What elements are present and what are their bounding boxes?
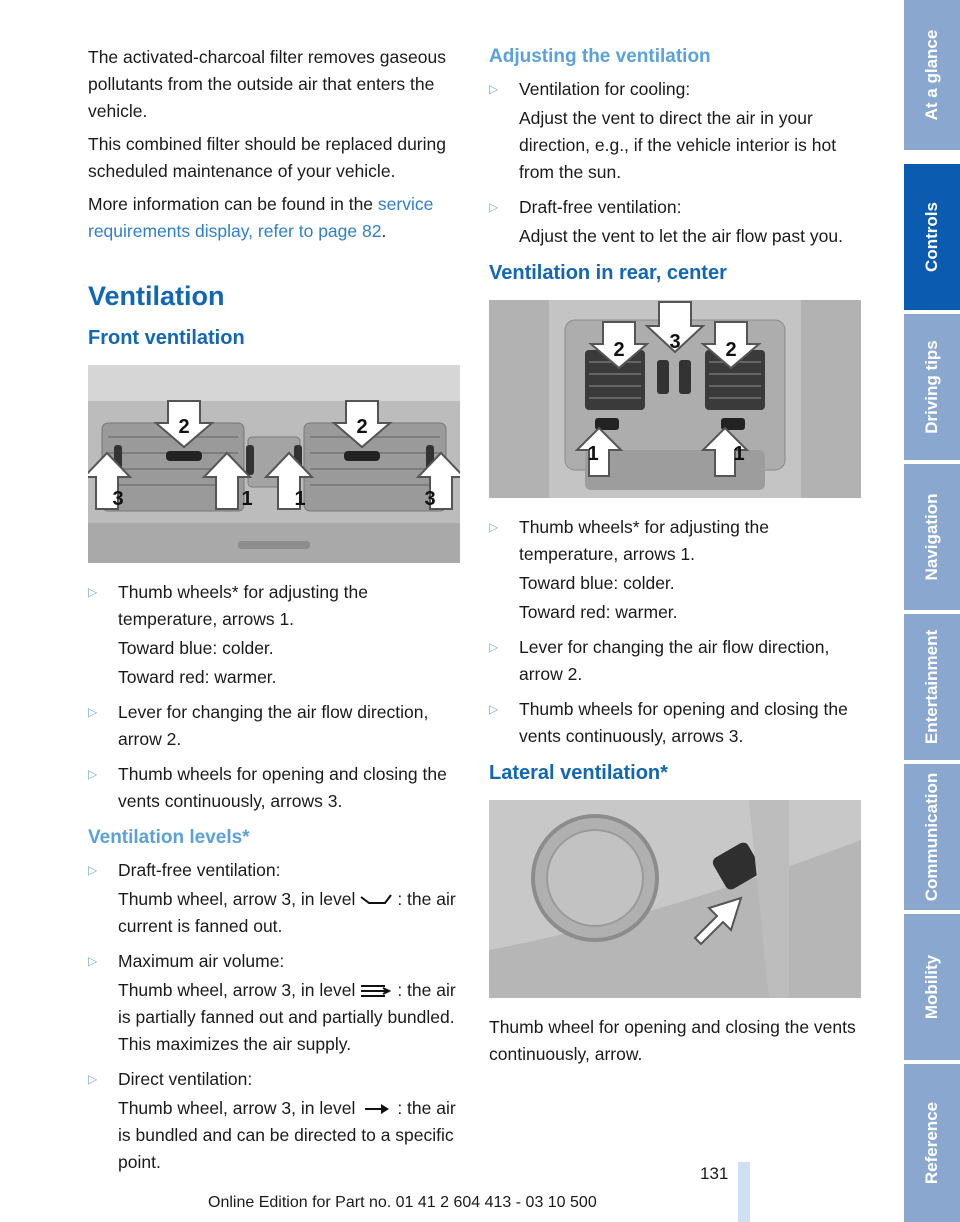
chapter-sidebar	[904, 0, 960, 1222]
bundled-icon	[359, 1102, 393, 1116]
list-item: ▷ Ventilation for cooling: Adjust the vent to direct the air in your direction, e.g., if the vehicle interior is hot from the sun.	[489, 76, 863, 186]
front-label-2b: 2	[356, 416, 368, 438]
tab-controls[interactable]: Controls	[904, 164, 960, 310]
front-label-1b: 1	[294, 488, 306, 510]
front-ventilation-figure	[88, 365, 460, 563]
triangle-bullet-icon: ▷	[489, 200, 499, 214]
tab-entertainment[interactable]: Entertainment	[904, 614, 960, 760]
more-info-paragraph: More information can be found in the service requirements display, refer to page 82.	[88, 194, 434, 241]
tab-reference[interactable]: Reference	[904, 1064, 960, 1222]
adjusting-ventilation-list	[489, 76, 863, 250]
list-item: ▷ Thumb wheels* for adjusting the temperature, arrows 1. Toward blue: colder. Toward red: warmer.	[88, 579, 462, 691]
page-number-bar	[738, 1162, 750, 1222]
list-item: ▷ Lever for changing the air flow direction, arrow 2.	[489, 634, 863, 688]
section-title: Ventilation	[88, 281, 225, 311]
left-column	[88, 44, 462, 1186]
triangle-bullet-icon: ▷	[88, 767, 98, 781]
rear-ventilation-list	[489, 514, 863, 750]
rear-label-1b: 1	[733, 443, 745, 465]
ventilation-levels-list	[88, 857, 462, 1176]
list-item: ▷ Thumb wheels for opening and closing the vents continuously, arrows 3.	[88, 761, 462, 815]
triangle-bullet-icon: ▷	[88, 863, 98, 877]
partially-bundled-icon	[359, 984, 393, 998]
tab-communication[interactable]: Communication	[904, 764, 960, 910]
list-item: ▷ Direct ventilation: Thumb wheel, arrow 3, in level : the air is bundled and can be directed to a specific point.	[88, 1066, 462, 1176]
rear-label-2a: 2	[613, 339, 625, 361]
triangle-bullet-icon: ▷	[489, 640, 499, 654]
triangle-bullet-icon: ▷	[489, 702, 499, 716]
rear-label-1a: 1	[587, 443, 599, 465]
adjusting-ventilation-title: Adjusting the ventilation	[489, 46, 711, 67]
tab-driving-tips[interactable]: Driving tips	[904, 314, 960, 460]
triangle-bullet-icon: ▷	[88, 585, 98, 599]
intro-paragraph-1: The activated-charcoal filter removes gaseous pollutants from the outside air that enters the vehicle.	[88, 47, 446, 121]
right-column	[489, 44, 863, 1074]
service-requirements-link[interactable]: service requirements display, refer to page 82	[88, 194, 434, 241]
page-number: 131	[700, 1164, 729, 1183]
list-item: ▷ Thumb wheels for opening and closing the vents continuously, arrows 3.	[489, 696, 863, 750]
intro-paragraph-2: This combined filter should be replaced during scheduled maintenance of your vehicle.	[88, 134, 446, 181]
list-item: ▷ Maximum air volume: Thumb wheel, arrow 3, in level : the air is partially fanned out and partially bundled. This maximizes the air supply.	[88, 948, 462, 1058]
list-item: ▷ Lever for changing the air flow direction, arrow 2.	[88, 699, 462, 753]
front-label-2a: 2	[178, 416, 190, 438]
triangle-bullet-icon: ▷	[88, 705, 98, 719]
triangle-bullet-icon: ▷	[88, 1072, 98, 1086]
front-label-3a: 3	[112, 488, 124, 510]
tab-mobility[interactable]: Mobility	[904, 914, 960, 1060]
ventilation-levels-title: Ventilation levels*	[88, 827, 250, 848]
fanned-out-icon	[359, 893, 393, 907]
footer-text: Online Edition for Part no. 01 41 2 604 413 - 03 10 500	[208, 1194, 597, 1211]
rear-label-3: 3	[669, 331, 681, 353]
front-ventilation-title: Front ventilation	[88, 327, 245, 349]
rear-label-2b: 2	[725, 339, 737, 361]
tab-navigation[interactable]: Navigation	[904, 464, 960, 610]
triangle-bullet-icon: ▷	[489, 520, 499, 534]
front-label-3b: 3	[424, 488, 436, 510]
triangle-bullet-icon: ▷	[88, 954, 98, 968]
lateral-ventilation-figure	[489, 800, 861, 998]
triangle-bullet-icon: ▷	[489, 82, 499, 96]
list-item: ▷ Draft-free ventilation: Adjust the vent to let the air flow past you.	[489, 194, 863, 250]
lateral-caption: Thumb wheel for opening and closing the vents continuously, arrow.	[489, 1017, 856, 1064]
list-item: ▷ Thumb wheels* for adjusting the temperature, arrows 1. Toward blue: colder. Toward red: warmer.	[489, 514, 863, 626]
front-label-1a: 1	[241, 488, 253, 510]
front-ventilation-list	[88, 579, 462, 815]
lateral-ventilation-title: Lateral ventilation*	[489, 762, 668, 784]
rear-ventilation-figure	[489, 300, 861, 498]
tab-at-a-glance[interactable]: At a glance	[904, 0, 960, 150]
list-item: ▷ Draft-free ventilation: Thumb wheel, arrow 3, in level : the air current is fanned out.	[88, 857, 462, 940]
rear-ventilation-title: Ventilation in rear, center	[489, 262, 727, 284]
